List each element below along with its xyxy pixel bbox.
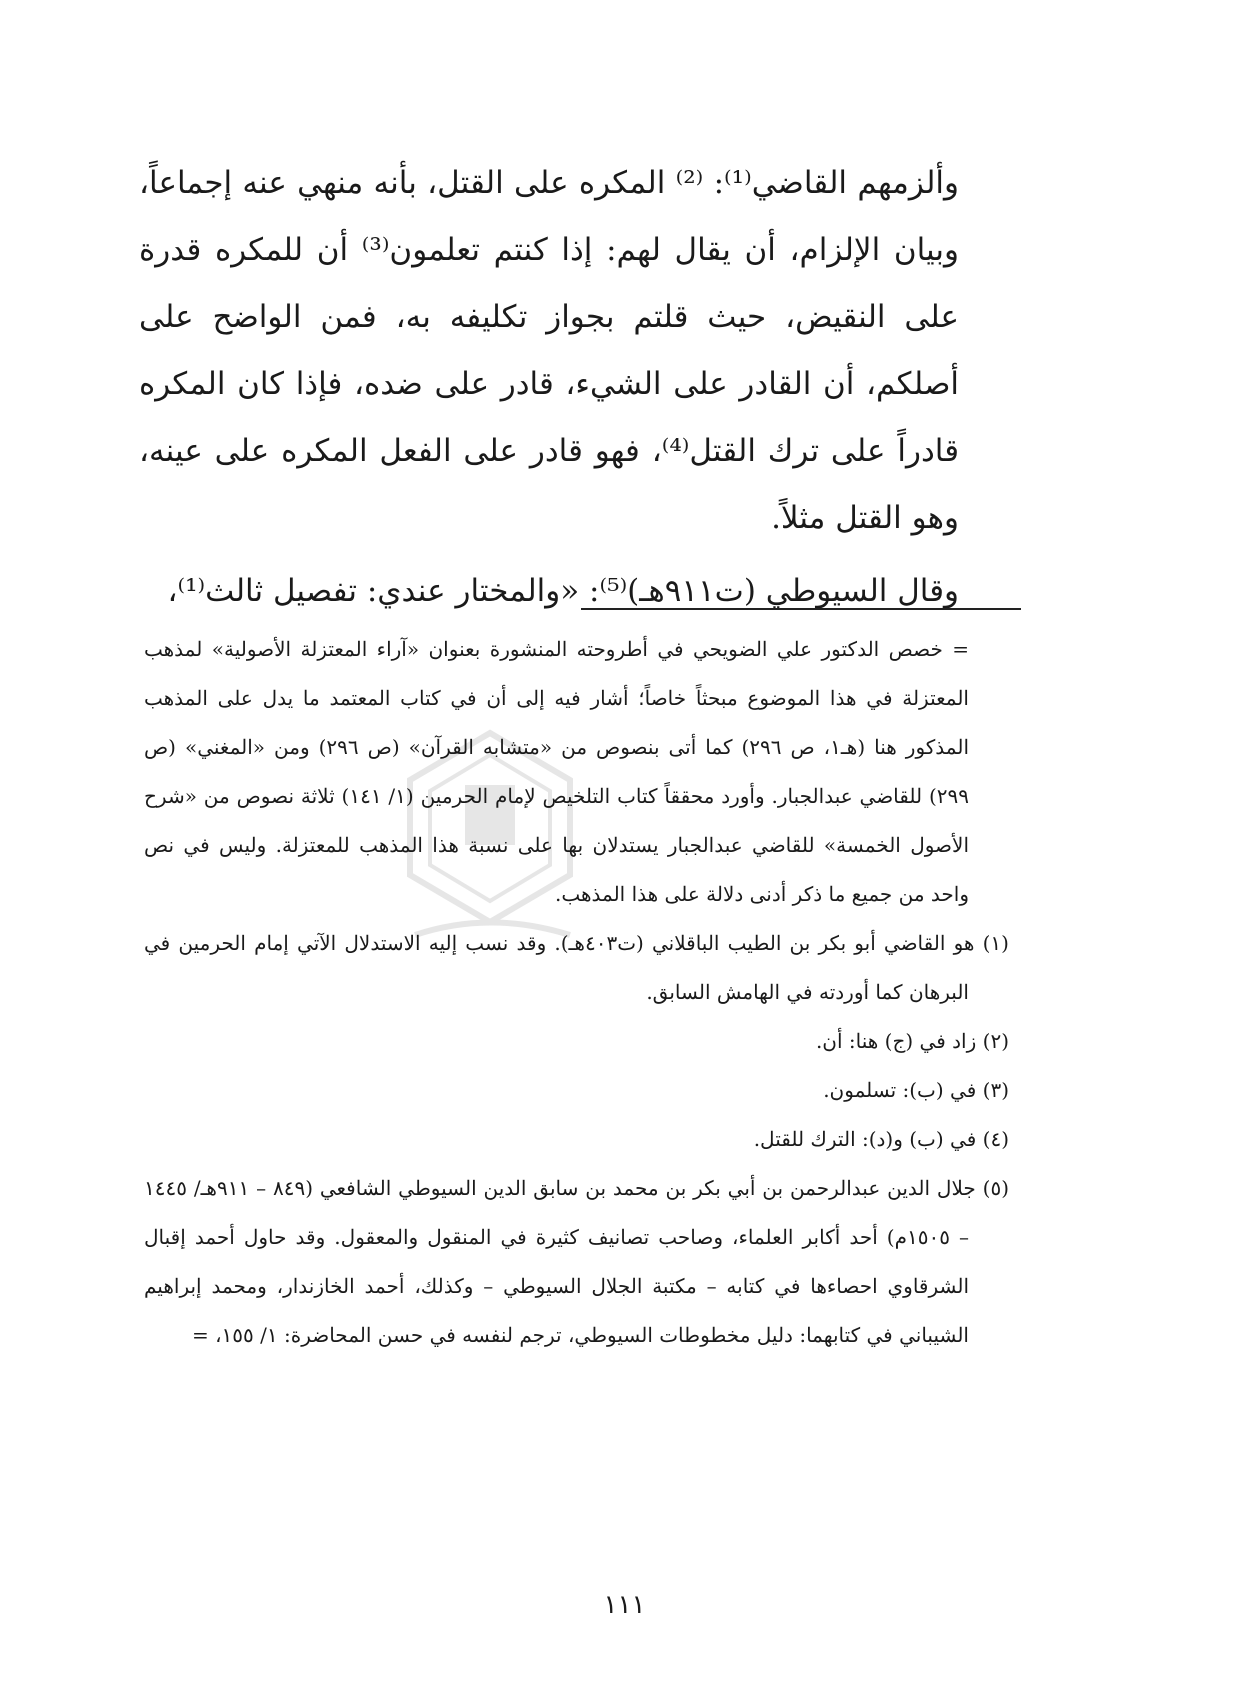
footnotes-section — [144, 625, 1009, 1360]
footnote-2: (٢) زاد في (ج) هنا: أن. — [815, 1029, 1009, 1053]
footnote-5: (٥) جلال الدين عبدالرحمن بن أبي بكر بن محمد بن سابق الدين السيوطي الشافعي (٨٤٩ – ٩١١هـ/ ١٤٤٥ – ١٥٠٥م) أحد أكابر العلماء، وصاحب تصانيف كثيرة في المنقول والمعقول. وقد حاول أحمد إقبال الشرقاوي احصاءها في كتابه – مكتبة الجلال السيوطي – وكذلك، أحمد الخازندار، ومحمد إبراهيم الشيباني في كتابهما: دليل مخطوطات السيوطي، ترجم لنفسه في حسن المحاضرة: ١/ ١٥٥، = — [144, 1176, 1009, 1347]
main-paragraph-2: وقال السيوطي (ت٩١١هـ)⁽⁵⁾: «والمختار عندي: تفصيل ثالث⁽¹⁾، — [167, 573, 959, 609]
footnote-3: (٣) في (ب): تسلمون. — [823, 1078, 1009, 1102]
footnote-1: (١) هو القاضي أبو بكر بن الطيب الباقلاني (ت٤٠٣هـ). وقد نسب إليه الاستدلال الآتي إمام الحرمين في البرهان كما أوردته في الهامش السابق. — [144, 931, 1009, 1004]
footnote-continuation: = خصص الدكتور علي الضويحي في أطروحته المنشورة بعنوان «آراء المعتزلة الأصولية» لمذهب المعتزلة في هذا الموضوع مبحثاً خاصاً؛ أشار فيه إلى أن في كتاب المعتمد ما يدل على المذهب المذكور هنا (هـ١، ص ٢٩٦) كما أتى بنصوص من «متشابه القرآن» (ص ٢٩٦) ومن «المغني» (ص ٢٩٩) للقاضي عبدالجبار. وأورد محققاً كتاب التلخيص لإمام الحرمين (١/ ١٤١) ثلاثة نصوص من «شرح الأصول الخمسة» للقاضي عبدالجبار يستدلان بها على نسبة هذا المذهب للمعتزلة. وليس في نص واحد من جميع ما ذكر أدنى دلالة على هذا المذهب. — [144, 637, 970, 906]
main-paragraph-1: وألزمهم القاضي⁽¹⁾: ⁽²⁾ المكره على القتل، بأنه منهي عنه إجماعاً، وبيان الإلزام، أن يقال لهم: إذا كنتم تعلمون⁽³⁾ أن للمكره قدرة على النقيض، حيث قلتم بجواز تكليفه به، فمن الواضح على أصلكم، أن القادر على الشيء، قادر على ضده، فإذا كان المكره قادراً على ترك القتل⁽⁴⁾، فهو قادر على الفعل المكره على عينه، وهو القتل مثلاً. — [139, 165, 960, 536]
main-body-text — [139, 150, 959, 625]
footnote-divider — [581, 608, 1021, 610]
page-number: ١١١ — [603, 1590, 646, 1620]
footnote-4: (٤) في (ب) و(د): الترك للقتل. — [753, 1127, 1009, 1151]
